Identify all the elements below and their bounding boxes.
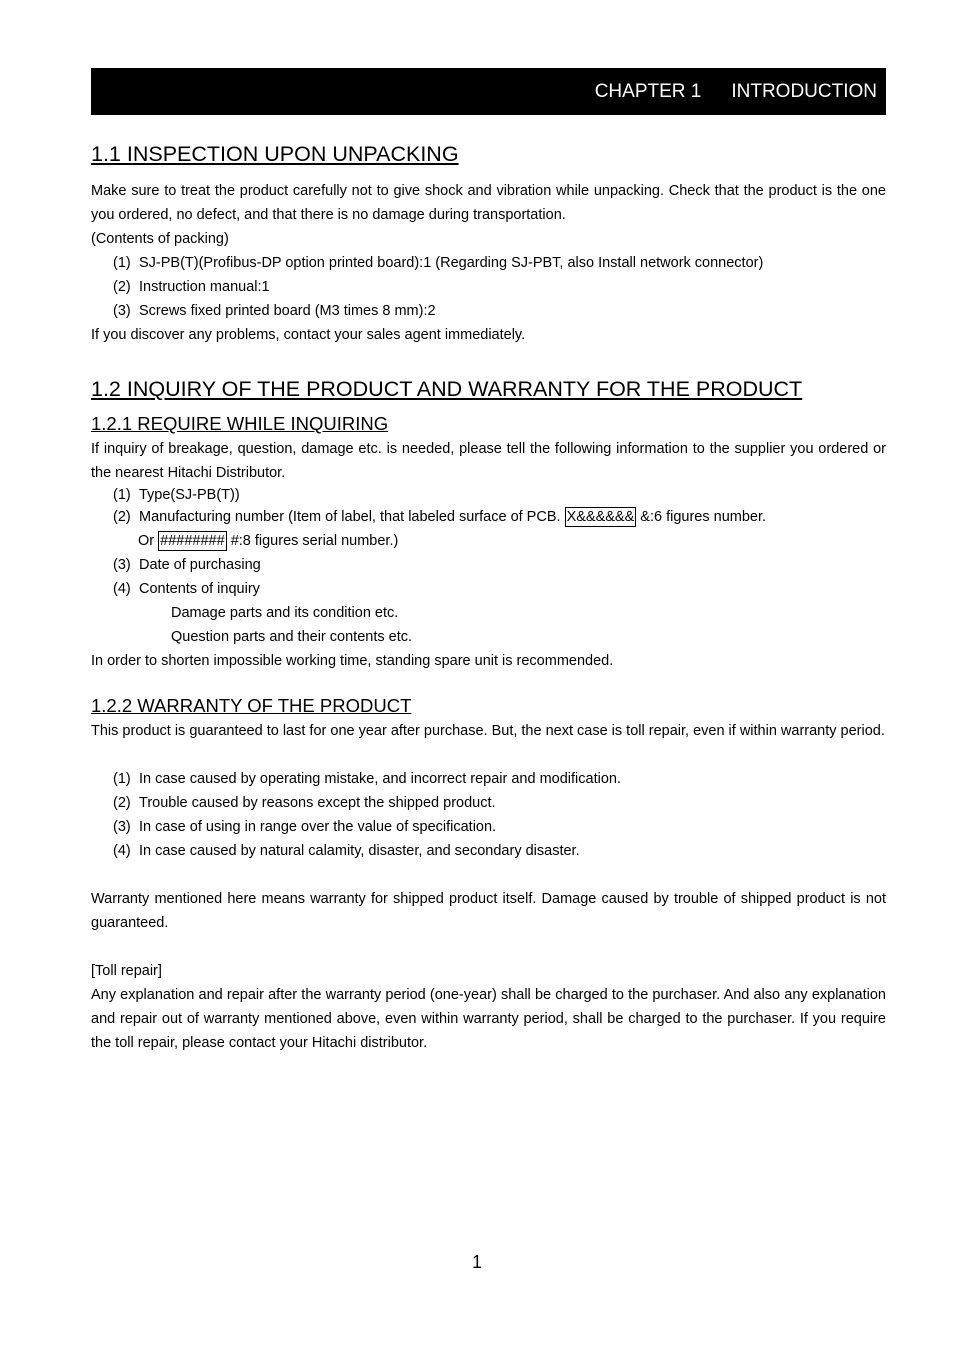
list-item: (1) In case caused by operating mistake, and incorrect repair and modification. <box>113 771 621 787</box>
section-1-2-1-title: 1.2.1 REQUIRE WHILE INQUIRING <box>91 413 389 434</box>
section-1-1-title: 1.1 INSPECTION UPON UNPACKING <box>91 142 459 166</box>
sub-item: Question parts and their contents etc. <box>171 629 412 645</box>
section-1-1-intro: Make sure to treat the product carefully not to give shock and vibration while unpacking. Check that the product is the one you ordered, no defect, and that there is no damage during transportation. <box>91 183 886 223</box>
packing-list <box>91 251 886 323</box>
section-1-2-2-intro: This product is guaranteed to last for one year after purchase. But, the next case is toll repair, even if within warranty period. <box>91 723 885 739</box>
list-item: (2) Trouble caused by reasons except the shipped product. <box>113 795 496 811</box>
inquiry-list <box>91 485 886 601</box>
serial-number-box: ######## <box>160 533 225 549</box>
list-item: (2) Instruction manual:1 <box>113 279 270 295</box>
section-1-2-2-title: 1.2.2 WARRANTY OF THE PRODUCT <box>91 695 412 716</box>
section-1-2-title: 1.2 INQUIRY OF THE PRODUCT AND WARRANTY FOR THE PRODUCT <box>91 377 803 401</box>
section-1-2-1-footer: In order to shorten impossible working time, standing spare unit is recommended. <box>91 653 614 669</box>
list-item: (4) Contents of inquiry <box>113 581 260 597</box>
list-item-continuation: Or ######## #:8 figures serial number.) <box>138 533 399 549</box>
list-item: (3) In case of using in range over the value of specification. <box>113 819 497 835</box>
page-number: 1 <box>471 1252 482 1272</box>
section-1-1-footer: If you discover any problems, contact your sales agent immediately. <box>91 327 526 343</box>
list-item: (3) Date of purchasing <box>113 557 261 573</box>
label-number-box: X&&&&&& <box>566 509 635 525</box>
toll-repair-label: [Toll repair] <box>91 963 162 979</box>
chapter-number: CHAPTER 1 <box>594 80 702 102</box>
document-page <box>91 68 886 1055</box>
warranty-exclusions-list <box>91 767 886 863</box>
warranty-note: Warranty mentioned here means warranty for shipped product itself. Damage caused by trouble of shipped product is not guaranteed. <box>91 891 886 931</box>
list-item: (1) SJ-PB(T)(Profibus-DP option printed board):1 (Regarding SJ-PBT, also Install network connector) <box>113 255 764 271</box>
section-1-2-1-intro: If inquiry of breakage, question, damage etc. is needed, please tell the following information to the supplier you ordered or the nearest Hitachi Distributor. <box>91 441 886 481</box>
list-item: (2) Manufacturing number (Item of label, that labeled surface of PCB. X&&&&&& &:6 figures number. <box>113 509 767 525</box>
list-item: (4) In case caused by natural calamity, disaster, and secondary disaster. <box>113 843 580 859</box>
toll-repair-text: Any explanation and repair after the warranty period (one-year) shall be charged to the purchaser. And also any explanation and repair out of warranty mentioned above, even within warranty period, shall be charged to the purchaser. If you require the toll repair, please contact your Hitachi distributor. <box>91 987 886 1051</box>
list-item: (1) Type(SJ-PB(T)) <box>113 487 240 503</box>
contents-of-packing-label: (Contents of packing) <box>91 231 229 247</box>
sub-item: Damage parts and its condition etc. <box>171 605 399 621</box>
chapter-title: INTRODUCTION <box>731 80 877 102</box>
chapter-header-bar <box>91 68 886 115</box>
list-item: (3) Screws fixed printed board (M3 times 8 mm):2 <box>113 303 436 319</box>
